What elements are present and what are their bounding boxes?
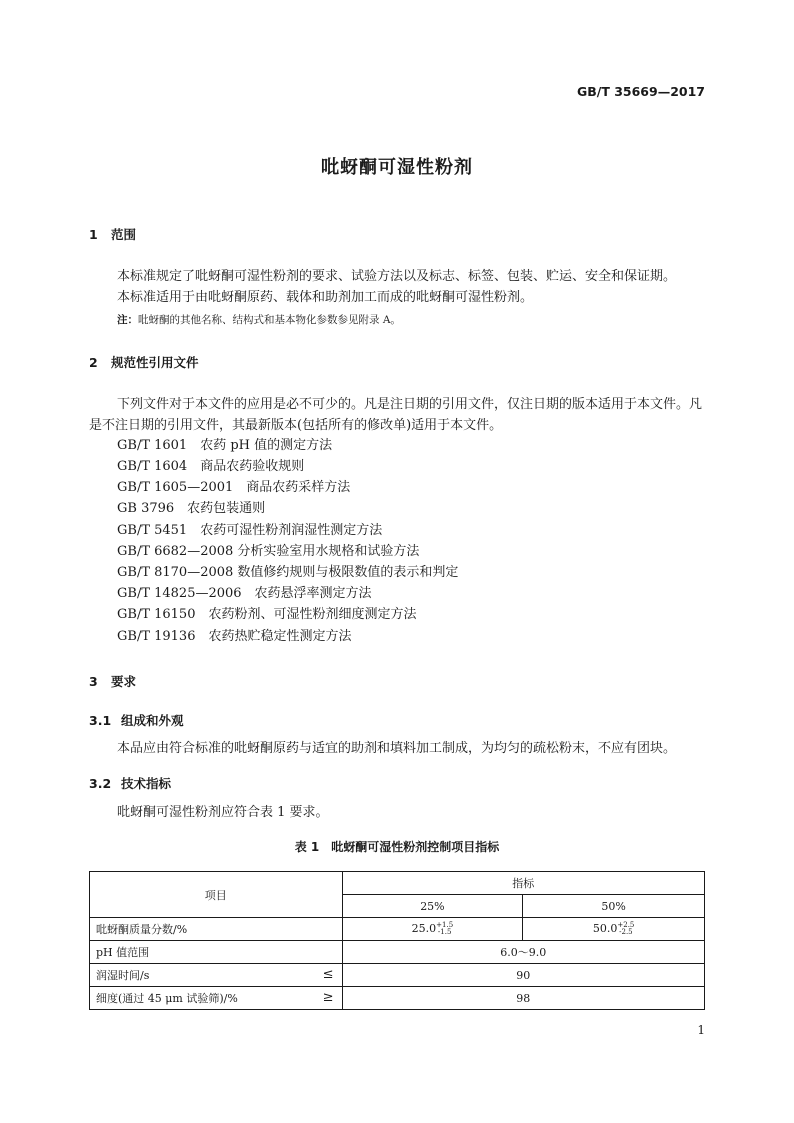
section-2-intro <box>89 394 705 436</box>
section-3-1-text-content: 本品应由符合标准的吡蚜酮原药与适宜的助剂和填料加工制成，为均匀的疏松粉末，不应有团块。 <box>117 741 677 756</box>
tolerance-50-lower: -2.5 <box>619 928 633 936</box>
reference-item: GB/T 1605—2001 商品农药采样方法 <box>117 480 351 495</box>
row-item-label <box>90 987 343 1010</box>
tolerance-25 <box>436 922 453 936</box>
row-value: 6.0～9.0 <box>342 941 704 964</box>
note-text: 吡蚜酮的其他名称、结构式和基本物化参数参见附录 A。 <box>138 314 401 326</box>
section-3-number: 3 <box>89 674 98 689</box>
reference-item: GB/T 1601 农药 pH 值的测定方法 <box>117 438 333 453</box>
row-value-50 <box>523 918 705 941</box>
section-2-number: 2 <box>89 355 98 370</box>
section-1-number: 1 <box>89 227 98 242</box>
header-50-percent: 50% <box>523 895 705 918</box>
section-1-note <box>117 312 401 327</box>
tolerance-25-upper: +1.5 <box>436 921 454 929</box>
document-title: 吡蚜酮可湿性粉剂 <box>321 157 473 178</box>
greater-equal-symbol: ≥ <box>322 990 334 1005</box>
section-3-1-title: 组成和外观 <box>121 713 184 728</box>
less-equal-symbol: ≤ <box>322 967 334 982</box>
reference-item: GB/T 6682—2008 分析实验室用水规格和试验方法 <box>117 544 420 559</box>
section-1-paragraph-1-text: 本标准规定了吡蚜酮可湿性粉剂的要求、试验方法以及标志、标签、包装、贮运、安全和保证期。 <box>117 269 677 284</box>
row-item-text: 吡蚜酮质量分数/% <box>96 923 188 936</box>
row-value: 98 <box>342 987 704 1010</box>
section-3-1-number: 3.1 <box>89 713 112 728</box>
section-3-2-heading <box>89 774 171 792</box>
standard-code: GB/T 35669—2017 <box>576 84 705 99</box>
reference-item: GB/T 14825—2006 农药悬浮率测定方法 <box>117 586 372 601</box>
table-1-caption: 表 1 吡蚜酮可湿性粉剂控制项目指标 <box>294 840 500 854</box>
section-2-title: 规范性引用文件 <box>111 355 199 370</box>
row-value: 90 <box>342 964 704 987</box>
table-row <box>90 918 705 941</box>
section-3-1-text <box>89 738 705 759</box>
row-item-text: 细度(通过 45 μm 试验筛)/% <box>96 992 238 1005</box>
page-number: 1 <box>697 1023 705 1037</box>
tolerance-25-lower: -1.5 <box>437 928 452 936</box>
section-2-heading <box>89 353 199 371</box>
section-2-intro-text: 下列文件对于本文件的应用是必不可少的。凡是注日期的引用文件，仅注日期的版本适用于本文件。凡是不注日期的引用文件，其最新版本(包括所有的修改单)适用于本文件。 <box>89 397 703 433</box>
section-1-paragraph-2-text: 本标准适用于由吡蚜酮原药、载体和助剂加工而成的吡蚜酮可湿性粉剂。 <box>117 290 534 305</box>
section-3-title: 要求 <box>111 674 137 689</box>
note-label: 注： <box>117 314 138 326</box>
reference-item: GB/T 5451 农药可湿性粉剂润湿性测定方法 <box>117 523 383 538</box>
section-1-title: 范围 <box>111 227 137 242</box>
row-item-label <box>90 941 343 964</box>
reference-item: GB/T 16150 农药粉剂、可湿性粉剂细度测定方法 <box>117 607 417 622</box>
row-item-label <box>90 964 343 987</box>
table-row <box>90 987 705 1010</box>
reference-item: GB 3796 农药包装通则 <box>117 501 266 516</box>
section-3-2-text-content: 吡蚜酮可湿性粉剂应符合表 1 要求。 <box>117 805 329 820</box>
section-3-2-number: 3.2 <box>89 776 112 791</box>
section-3-heading <box>89 672 136 690</box>
reference-item: GB/T 1604 商品农药验收规则 <box>117 459 305 474</box>
row-item-text: pH 值范围 <box>96 946 150 959</box>
table-row <box>90 964 705 987</box>
section-3-2-title: 技术指标 <box>121 776 172 791</box>
row-item-label <box>90 918 343 941</box>
row-item-text: 润湿时间/s <box>96 969 150 982</box>
header-25-percent: 25% <box>342 895 523 918</box>
table-header-row <box>90 872 705 895</box>
section-1-paragraph-1 <box>89 266 705 287</box>
value-50: 50.0 <box>592 922 618 935</box>
section-1-heading <box>89 225 136 243</box>
section-3-2-text <box>89 802 705 823</box>
header-item: 项目 <box>90 872 343 918</box>
reference-item: GB/T 19136 农药热贮稳定性测定方法 <box>117 629 352 644</box>
tolerance-50 <box>617 922 634 936</box>
section-3-1-heading <box>89 711 184 729</box>
reference-item: GB/T 8170—2008 数值修约规则与极限数值的表示和判定 <box>117 565 459 580</box>
table-row <box>90 941 705 964</box>
row-value-25 <box>342 918 523 941</box>
value-25: 25.0 <box>411 922 437 935</box>
tolerance-50-upper: +2.5 <box>617 921 635 929</box>
section-1-paragraph-2 <box>89 287 705 308</box>
table-1 <box>89 871 705 1010</box>
header-index: 指标 <box>342 872 704 895</box>
